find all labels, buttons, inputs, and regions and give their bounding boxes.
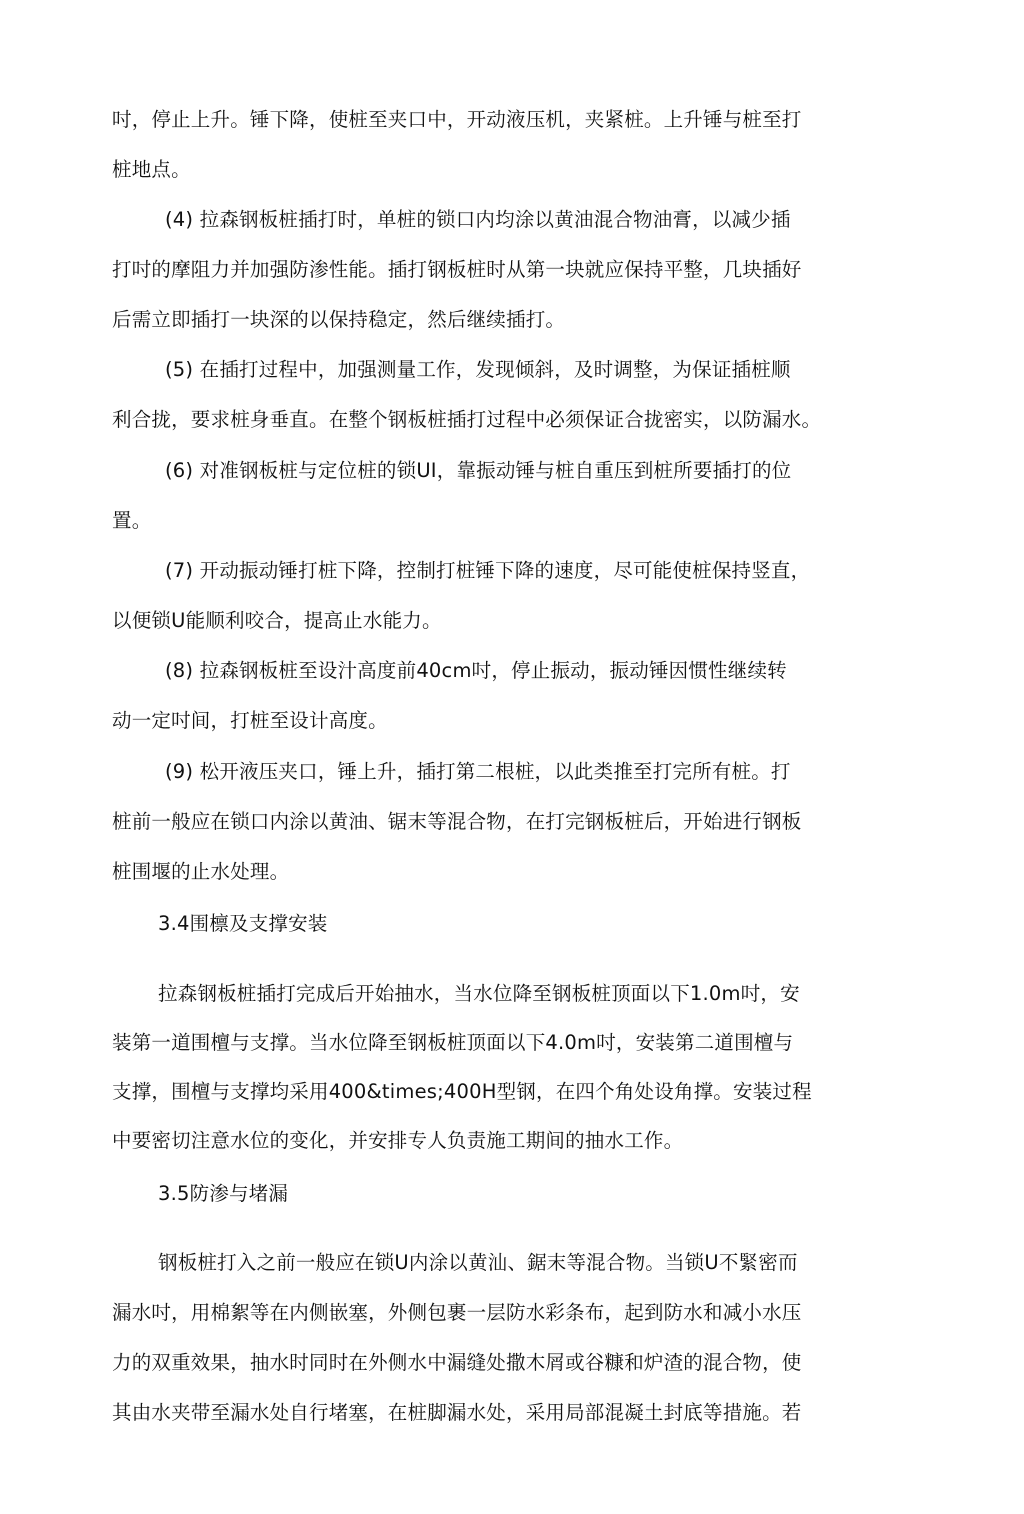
- text-line: 利合拢，要求桩身垂直。在整个钢板桩插打过程中必须保证合拢密实，以防漏水。: [112, 408, 822, 431]
- text-line: 桩地点。: [112, 158, 191, 181]
- paragraph-line: 钢板桩打入之前一般应在锁U内涂以黄汕、鋸末等混合物。当锁U不緊密而: [158, 1251, 798, 1274]
- text-line: 吋，停止上升。锤下降，使桩至夹口中，开动液压机，夹紧桩。上升锤与桩至打: [112, 108, 802, 131]
- list-item-4: (4) 拉森钢板桩插打时，单桩的锁口内均涂以黄油混合物油膏，以减少插: [165, 208, 791, 231]
- text-line: 中要密切注意水位的变化，并安排专人负责施工期间的抽水工作。: [112, 1129, 684, 1152]
- list-item-9: (9) 松开液压夹口，锤上升，插打第二根桩，以此类推至打完所有桩。打: [165, 760, 791, 783]
- section-heading-3-4: 3.4围檩及支撑安装: [158, 912, 328, 935]
- text-line: 装第一道围檀与支撑。当水位降至钢板桩顶面以下4.0m吋，安装第二道围檀与: [112, 1031, 794, 1054]
- text-line: 后需立即插打一块深的以保持稳定，然后继续插打。: [112, 308, 566, 331]
- text-line: 置。: [112, 509, 152, 532]
- list-item-6: (6) 对准钢板桩与定位桩的锁UI，靠振动锤与桩自重压到桩所要插打的位: [165, 459, 792, 482]
- text-line: 桩前一般应在锁口内涂以黄油、锯末等混合物，在打完钢板桩后，开始进行钢板: [112, 810, 802, 833]
- text-line: 力的双重效果，抽水时同时在外侧水中漏缝处撒木屑或谷糠和炉渣的混合物，使: [112, 1351, 802, 1374]
- text-line: 其由水夹带至漏水处自行堵塞，在桩脚漏水处，采用局部混凝土封底等措施。若: [112, 1401, 802, 1424]
- list-item-5: (5) 在插打过程中，加强测量工作，发现倾斜，及时调整，为保证插桩顺: [165, 358, 791, 381]
- list-item-7: (7) 开动振动锤打桩下降，控制打桩锤下降的速度，尽可能使桩保持竖直，: [165, 559, 811, 582]
- text-line: 漏水吋，用棉絮等在内侧嵌塞，外侧包裹一层防水彩条布，起到防水和减小水压: [112, 1301, 802, 1324]
- list-item-8: (8) 拉森钢板桩至设汁高度前40cm吋，停止振动，振动锤因惯性继续转: [165, 659, 787, 682]
- text-line: 支撑，围檀与支撑均采用400&times;400H型钢，在四个角处设角撑。安装过程: [112, 1080, 812, 1103]
- paragraph-line: 拉森钢板桩插打完成后开始抽水，当水位降至钢板桩顶面以下1.0m吋，安: [158, 982, 800, 1005]
- text-line: 打吋的摩阻力并加强防渗性能。插打钢板桩时从第一块就应保持平整，几块插好: [112, 258, 802, 281]
- text-line: 以便锁U能顺利咬合，提高止水能力。: [112, 609, 442, 632]
- section-heading-3-5: 3.5防渗与堵漏: [158, 1182, 289, 1205]
- text-line: 动一定吋间，打桩至设计高度。: [112, 709, 388, 732]
- text-line: 桩围堰的止水处理。: [112, 860, 290, 883]
